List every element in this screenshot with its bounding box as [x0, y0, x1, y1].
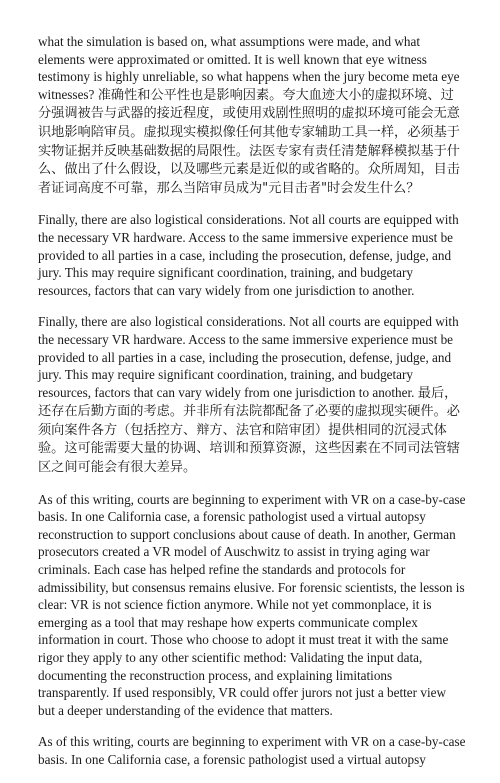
paragraph-4-english: As of this writing, courts are beginning to experiment with VR on a case-by-case basis. In one California case, a forensic pathologist used a virtual autopsy reconstruction to support conclusions about cause of death. In another, German prosecutors created a VR model of Auschwitz to assist in trying aging war criminals. Each case has helped refine the standards and protocols for admissibility, but consensus remains elusive. For forensic scientists, the lesson is clear: VR is not science fiction anymore. While not yet commonplace, it is emerging as a tool that may reshape how experts communicate complex information in court. Those who choose to adopt it must treat it with the same rigor they apply to any other scientific method: Validating the input data, documenting the reconstruction process, and explaining limitations transparently. If used responsibly, VR could offer jurors not just a better view but a deeper understanding of the evidence that matters.	[38, 491, 466, 718]
paragraph-5-english: As of this writing, courts are beginning to experiment with VR on a case-by-case basis. In one California case, a forensic pathologist used a virtual autopsy	[38, 734, 466, 767]
paragraph-3	[38, 313, 466, 476]
paragraph-4	[38, 491, 466, 720]
paragraph-2	[38, 211, 466, 299]
paragraph-2-english: Finally, there are also logistical considerations. Not all courts are equipped with the necessary VR hardware. Access to the same immersive experience must be provided to all parties in a case, including the prosecution, defense, judge, and jury. This may require significant coordination, training, and budgetary resources, factors that can vary widely from one jurisdiction to another.	[38, 212, 459, 298]
paragraph-3-chinese: 最后，还存在后勤方面的考虑。并非所有法院都配备了必要的虚拟现实硬件。必须向案件各方（包括控方、辩方、法官和陪审团）提供相同的沉浸式体验。这可能需要大量的协调、培训和预算资源，这些因素在不同司法管辖区之间可能会有很大差异。	[38, 385, 460, 476]
paragraph-3-english: Finally, there are also logistical considerations. Not all courts are equipped with the necessary VR hardware. Access to the same immersive experience must be provided to all parties in a case, including the prosecution, defense, judge, and jury. This may require significant coordination, training, and budgetary resources, factors that can vary widely from one jurisdiction to another.	[38, 314, 459, 400]
paragraph-1	[38, 33, 466, 197]
document-page	[38, 33, 466, 783]
paragraph-5	[38, 733, 466, 768]
paragraph-1-chinese: 准确性和公平性也是影响因素。夸大血迹大小的虚拟环境、过分强调被告与武器的接近程度，或使用戏剧性照明的虚拟环境可能会无意识地影响陪审员。虚拟现实模拟像任何其他专家辅助工具一样，必须基于实物证据并反映基础数据的局限性。法医专家有责任清楚解释模拟基于什么、做出了什么假设，以及哪些元素是近似的或省略的。众所周知，目击者证词高度不可靠，那么当陪审员成为"元目击者"时会发生什么？	[38, 87, 460, 196]
paragraph-1-english: what the simulation is based on, what assumptions were made, and what elements were approximated or omitted. It is well known that eye witness testimony is highly unreliable, so what happens when the jury become meta eye witnesses?	[38, 34, 460, 102]
